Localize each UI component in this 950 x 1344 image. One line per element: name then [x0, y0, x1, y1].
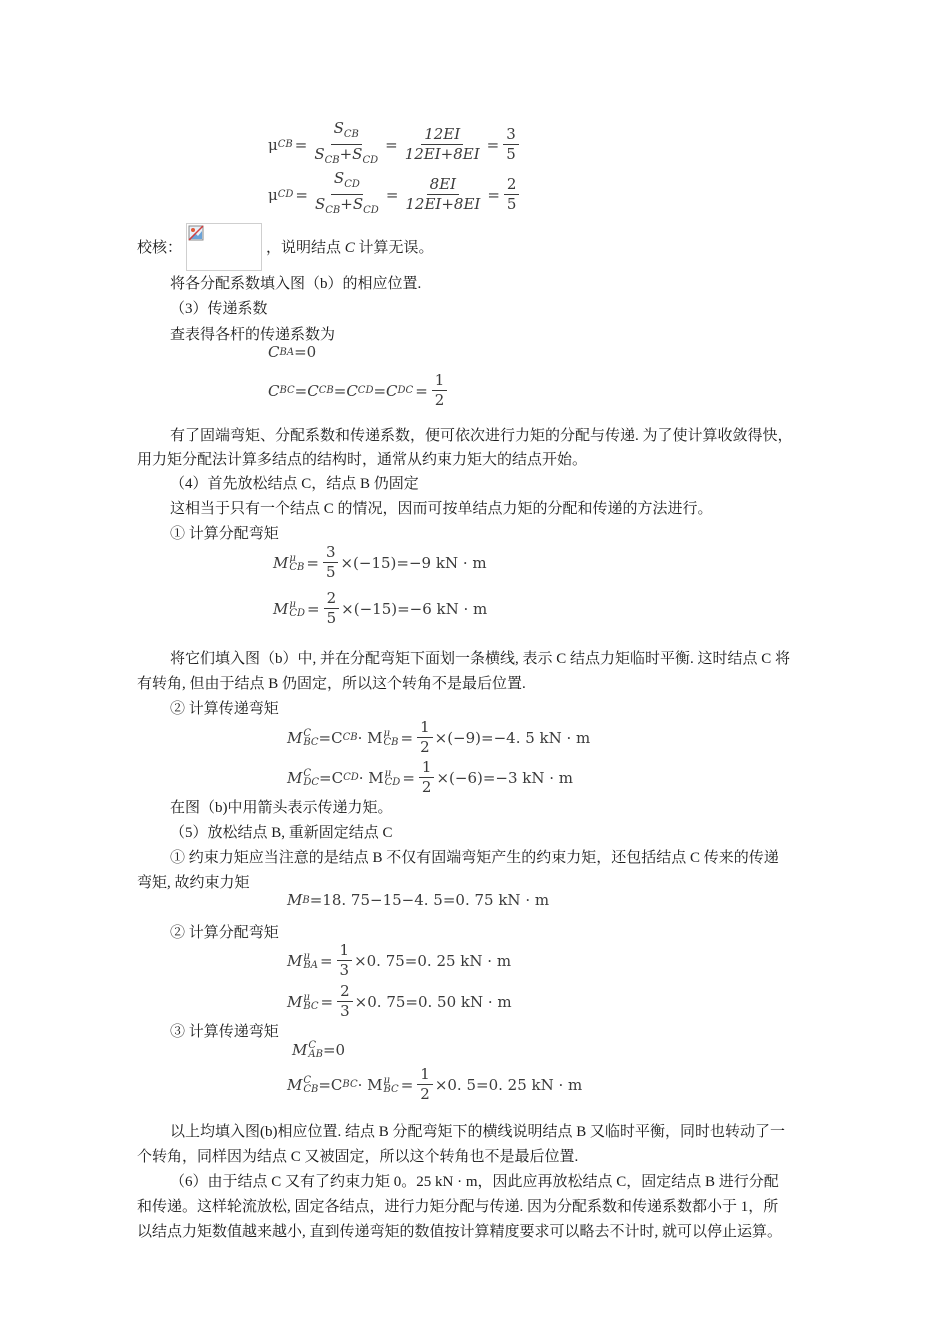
formula-m-bc-dist: M μ BC = $\frac{2}{3}$ ×0. 75=0. 50 kN · m	[287, 982, 512, 1020]
step-heading: ② 计算传递弯矩	[170, 701, 279, 717]
formula-m-cb-carry: M C CB =C BC · M μ BC = $\frac{1}{2}$ ×0. 5=0. 25 kN · m	[287, 1065, 583, 1103]
fraction: $\frac{S_{CD}}{S_{CB}+S_{CD}}$	[315, 169, 379, 216]
fraction: $\frac{2}{5}$	[504, 176, 520, 213]
section-heading: （3）传递系数	[170, 301, 268, 317]
paragraph-line: 有了固端弯矩、分配系数和传递系数，便可依次进行力矩的分配与传递. 为了使计算收敛得快，	[170, 428, 793, 444]
formula-carry-over: C BC = C CB = C CD = C DC = $\frac{1}{2}$	[268, 372, 449, 409]
fraction: $\frac{8EI}{12EI+8EI}$	[405, 175, 481, 213]
fraction: $\frac{1}{2}$	[432, 372, 448, 409]
step-heading: ② 计算分配弯矩	[170, 925, 279, 941]
formula-m-cd-dist: M μ CD = $\frac{2}{5}$ ×(−15)=−6 kN · m	[273, 589, 488, 627]
formula-m-bc-carry: M C BC =C CB · M μ CB = $\frac{1}{2}$ ×(−9)=−4. 5 kN · m	[287, 718, 591, 756]
paragraph-line: 个转角，同样因为结点 C 又被固定，所以这个转角也不是最后位置.	[137, 1149, 579, 1165]
formula-m-ab-carry: M C AB =0	[292, 1040, 346, 1060]
formula-m-ba-dist: M μ BA = $\frac{1}{3}$ ×0. 75=0. 25 kN · m	[287, 941, 512, 979]
step-heading: ① 计算分配弯矩	[170, 526, 279, 542]
fraction: $\frac{S_{CB}}{S_{CB}+S_{CD}}$	[314, 119, 379, 166]
section-heading: （4）首先放松结点 C，结点 B 仍固定	[170, 476, 419, 492]
formula-subscript: CB	[277, 139, 293, 150]
fraction: $\frac{3}{5}$	[503, 126, 519, 163]
paragraph-line: 弯矩, 故约束力矩	[137, 875, 250, 891]
formula-mu-cb: μ CB = $\frac{S_{CB}}{S_{CB}+S_{CD}}$ = $\frac{12EI}{12EI+8EI}$ = $\frac{3}{5}$	[268, 120, 521, 169]
formula-mu-cd: μ CD = $\frac{S_{CD}}{S_{CB}+S_{CD}}$ = $\frac{8EI}{12EI+8EI}$ = $\frac{2}{5}$	[268, 170, 521, 219]
paragraph-line: 查表得各杆的传递系数为	[170, 327, 336, 343]
step-heading: ③ 计算传递弯矩	[170, 1024, 279, 1040]
paragraph-line: 在图（b)中用箭头表示传递力矩。	[170, 800, 393, 816]
paragraph-line: 有转角, 但由于结点 B 仍固定，所以这个转角不是最后位置.	[137, 676, 526, 692]
paragraph-line: 这相当于只有一个结点 C 的情况，因而可按单结点力矩的分配和传递的方法进行。	[170, 501, 713, 517]
section-heading: （5）放松结点 B, 重新固定结点 C	[170, 825, 393, 841]
formula-m-cb-dist: M μ CB = $\frac{3}{5}$ ×(−15)=−9 kN · m	[273, 543, 487, 581]
paragraph-line: 以结点力矩数值越来越小, 直到传递弯矩的数值按计算精度要求可以略去不计时, 就可以停止运算。	[137, 1224, 783, 1240]
broken-image-placeholder	[186, 223, 262, 271]
broken-image-icon	[188, 225, 204, 241]
paragraph-line: 以上均填入图(b)相应位置. 结点 B 分配弯矩下的横线说明结点 B 又临时平衡，同时也转动了一	[170, 1124, 786, 1140]
paragraph-line: 和传递。这样轮流放松, 固定各结点，进行力矩分配与传递. 因为分配系数和传递系数都小于 1，所	[137, 1199, 779, 1215]
paragraph-line: ① 约束力矩应当注意的是结点 B 不仅有固端弯矩产生的约束力矩，还包括结点 C 传来的传递	[170, 850, 779, 866]
formula-m-b: M B =18. 75−15−4. 5=0. 75 kN · m	[287, 891, 550, 909]
check-text: ，说明结点 C 计算无误。	[266, 240, 434, 256]
formula-c-ba: C BA =0	[268, 343, 317, 361]
paragraph-line: 用力矩分配法计算多结点的结构时，通常从约束力矩大的结点开始。	[137, 452, 588, 468]
check-label: 校核：	[137, 240, 183, 256]
formula-symbol: μ	[268, 135, 278, 154]
formula-m-dc-carry: M C DC =C CD · M μ CD = $\frac{1}{2}$ ×(−6)=−3 kN · m	[287, 758, 574, 796]
paragraph-line: 将各分配系数填入图（b）的相应位置.	[170, 276, 422, 292]
paragraph-line: 将它们填入图（b）中, 并在分配弯矩下面划一条横线, 表示 C 结点力矩临时平衡. 这时结点 C 将	[170, 651, 791, 667]
paragraph-line: （6）由于结点 C 又有了约束力矩 0。25 kN · m，因此应再放松结点 C，固定结点 B 进行分配	[170, 1174, 779, 1190]
fraction: $\frac{12EI}{12EI+8EI}$	[404, 125, 480, 163]
